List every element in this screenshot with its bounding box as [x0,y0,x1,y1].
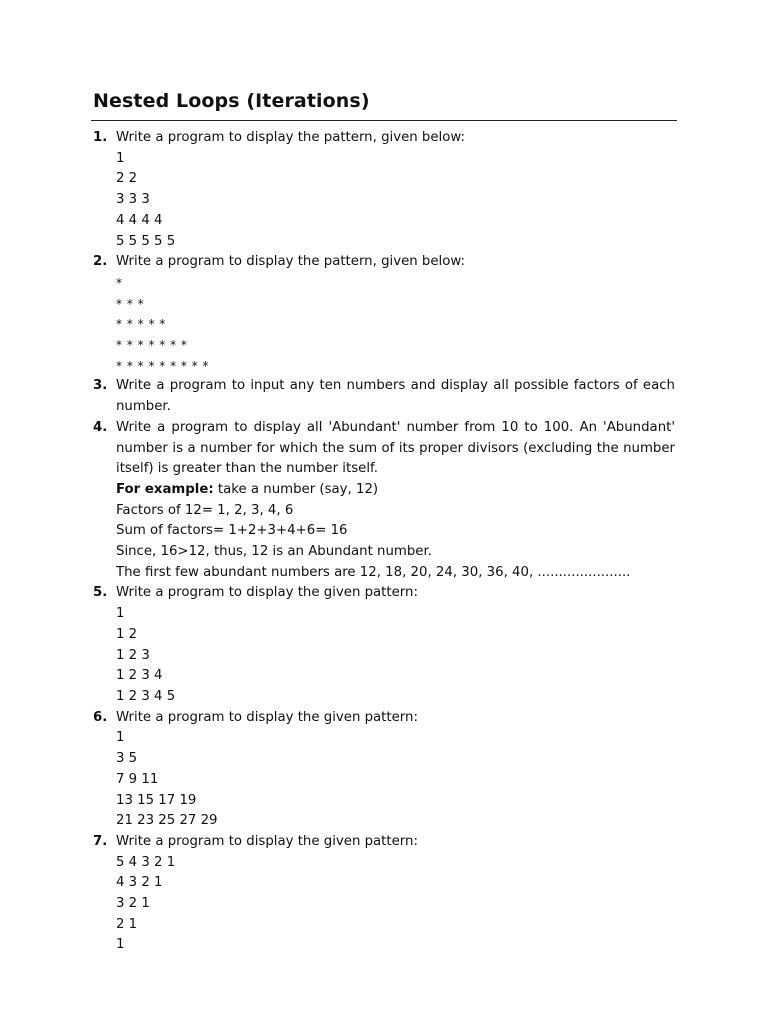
question-2 [93,252,675,376]
question-number: 7. [93,833,108,849]
question-list [93,128,675,956]
question-7 [93,832,675,956]
explanation-line: Factors of 12= 1, 2, 3, 4, 6 [116,502,294,518]
explanation-line: Sum of factors= 1+2+3+4+6= 16 [116,523,348,539]
pattern-line: * * * * * * * [116,338,188,353]
pattern-line: 1 2 3 4 5 [116,688,176,704]
question-number: 6. [93,709,108,725]
question-4 [93,418,675,584]
explanation-line: Since, 16>12, thus, 12 is an Abundant number. [116,544,432,560]
question-body [116,708,675,832]
title-divider [91,120,677,121]
pattern-line: * [116,275,123,290]
example-line [116,480,675,501]
question-body [116,418,675,584]
question-text: Write a program to display the given pattern: [116,709,418,725]
question-body [116,128,675,252]
question-text: Write a program to display all 'Abundant' number from 10 to 100. An 'Abundant' number is a number for which the sum of its proper divisors (excluding the number itself) is greater than the number itself. [116,419,675,477]
pattern-line: 5 5 5 5 5 [116,233,176,249]
page-title: Nested Loops (Iterations) [93,90,370,112]
pattern-line: 3 2 1 [116,896,150,912]
explanation-line: The first few abundant numbers are 12, 18, 20, 24, 30, 36, 40, ...................... [116,564,631,580]
pattern-line: 21 23 25 27 29 [116,813,218,829]
question-number: 2. [93,254,108,270]
question-text: Write a program to display the given pattern: [116,833,418,849]
pattern-line: 4 3 2 1 [116,875,163,891]
pattern-line: 1 2 [116,626,138,642]
pattern-line: 1 [116,606,125,622]
question-text: Write a program to display the given pattern: [116,585,418,601]
pattern-line: * * * * * * * * * [116,358,210,373]
question-text: Write a program to display the pattern, given below: [116,254,465,270]
question-5 [93,583,675,707]
question-3 [93,376,675,417]
question-body [116,832,675,956]
pattern-line: 2 2 [116,171,138,187]
pattern-line: 7 9 11 [116,771,159,787]
pattern-line: 1 [116,937,125,953]
example-label: For example: [116,481,214,497]
pattern-line: * * * [116,296,145,311]
example-text: take a number (say, 12) [213,481,379,497]
pattern-line: 5 4 3 2 1 [116,854,176,870]
question-text: Write a program to display the pattern, given below: [116,130,465,145]
question-number: 4. [93,419,108,435]
question-text: Write a program to input any ten numbers and display all possible factors of each number. [116,378,675,415]
question-body [116,583,675,707]
question-number: 3. [93,378,108,394]
question-body [116,376,675,417]
pattern-line: 2 1 [116,916,138,932]
pattern-line: 3 5 [116,751,138,767]
pattern-line: 4 4 4 4 [116,212,163,228]
pattern-line: 1 [116,150,125,166]
pattern-line: 1 2 3 [116,647,150,663]
pattern-line: 3 3 3 [116,192,150,208]
pattern-line: * * * * * [116,317,166,332]
question-number: 1. [93,130,108,145]
pattern-line: 1 [116,730,125,746]
question-1 [93,128,675,252]
question-body [116,252,675,376]
pattern-line: 1 2 3 4 [116,668,163,684]
pattern-line: 13 15 17 19 [116,792,197,808]
question-number: 5. [93,585,108,601]
question-6 [93,708,675,832]
